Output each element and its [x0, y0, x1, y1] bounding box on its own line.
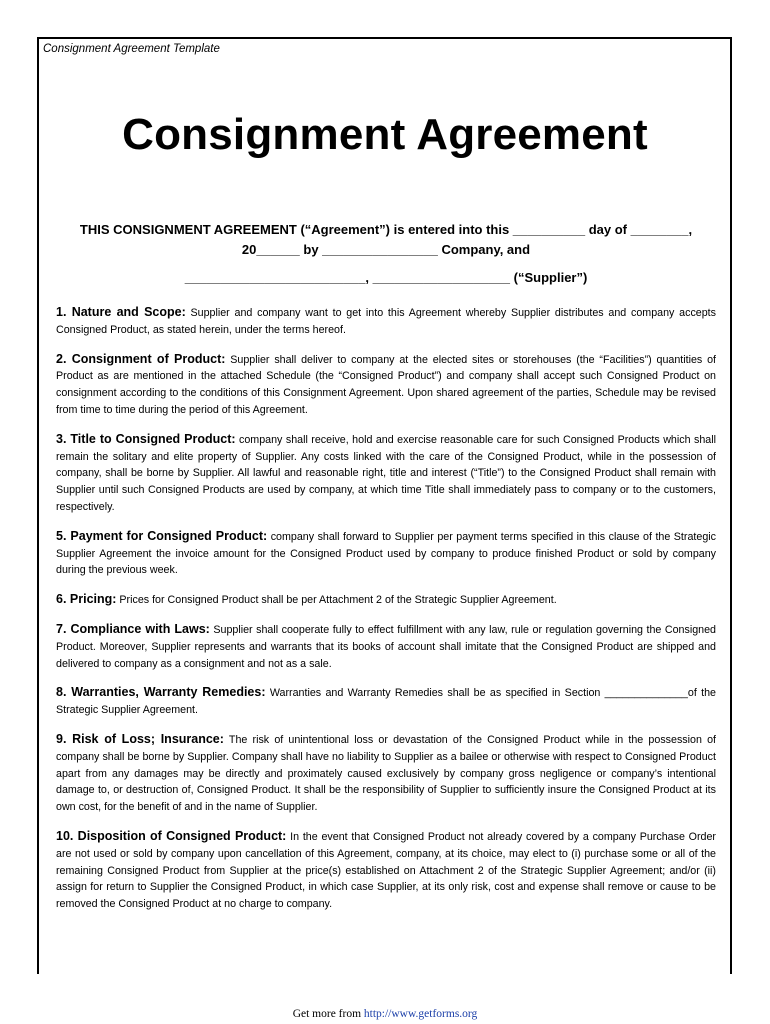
- section-heading: 2. Consignment of Product:: [56, 351, 226, 366]
- footer-prefix: Get more from: [292, 1008, 364, 1020]
- section-text: company shall receive, hold and exercise reasonable care for such Consigned Products which shall remain the solitary and elite property of Supplier. Any costs linked with the care of the Consigned Product, while in the possession of company, shall be borne by Supplier. All lawful and reasonable right, title and interest (“Title”) to the Consigned Product shall remain with Supplier until such Consigned Products are used by company, at which time Title shall immediately pass to company or to the customers, respectively.: [56, 433, 716, 513]
- intro-line-1: THIS CONSIGNMENT AGREEMENT (“Agreement”) is entered into this __________ day of ________,: [79, 222, 693, 237]
- section-pricing: [56, 591, 716, 609]
- document-title: Consignment Agreement: [122, 110, 648, 159]
- section-heading: 6. Pricing:: [56, 592, 117, 607]
- section-heading: 5. Payment for Consigned Product:: [56, 528, 268, 543]
- section-text: The risk of unintentional loss or devastation of the Consigned Product while in the possession of company shall be borne by Supplier. Company shall have no liability to Supplier as a bailee or otherwise with respect to Consigned Product apart from any damages may be directly and proximately caused exclusively by company gross negligence or company’s intentional damage to, or destruction of, Consigned Product. It shall be the responsibility of Supplier to sufficiently insure the Consigned Product at its own cost, for the benefit of and in the name of Supplier.: [56, 733, 716, 814]
- section-text: Supplier shall deliver to company at the elected sites or storehouses (the “Facilities”) quantities of Product as are mentioned in the attached Schedule (the “Consigned Product”) and company shall accept such Consigned Product on consignment according to the conditions of this Consignment Agreement. Upon shared agreement of the parties, Schedule may be revised from time to time during the period of this Agreement.: [56, 353, 716, 416]
- section-risk-insurance: [56, 731, 716, 816]
- section-heading: 7. Compliance with Laws:: [56, 621, 210, 636]
- footer: [0, 1008, 770, 1020]
- section-warranties: [56, 684, 716, 719]
- intro-line-2: 20______ by ________________ Company, and: [241, 242, 531, 257]
- intro-line-3: _________________________, ___________________ (“Supplier”): [184, 270, 588, 285]
- section-text: In the event that Consigned Product not already covered by a company Purchase Order are not used or sold by company upon cancellation of this Agreement, company, at its choice, may elect to (i) purchase some or all of the remaining Consigned Product from Supplier at the price(s) established on Attachment 2 of the Strategic Supplier Agreement; and/or (ii) assign for return to Supplier the Consigned Product, in which case Supplier, at its only risk, cost and expense shall remove or cause to be removed the Consigned Product at no charge to company.: [56, 830, 716, 911]
- section-heading: 3. Title to Consigned Product:: [56, 431, 236, 446]
- section-heading: 1. Nature and Scope:: [56, 305, 186, 319]
- section-title-consigned-product: [56, 431, 716, 516]
- section-heading: 8. Warranties, Warranty Remedies:: [56, 685, 266, 700]
- section-text: Supplier and company want to get into this Agreement whereby Supplier distributes and company accepts Consigned Product, as stated herein, under the terms hereof.: [56, 307, 716, 336]
- template-label: Consignment Agreement Template: [43, 43, 220, 55]
- section-heading: 10. Disposition of Consigned Product:: [56, 828, 287, 843]
- section-consignment-product: [56, 351, 716, 419]
- agreement-sections: [56, 304, 716, 925]
- section-text: Supplier shall cooperate fully to effect fulfillment with any law, rule or regulation governing the Consigned Product. Moreover, Supplier represents and warrants that its books of account shall imitate that the Consigned Product are shipped and delivered to company as a consignment and not as a sale.: [56, 623, 716, 670]
- section-disposition: [56, 828, 716, 913]
- section-nature-scope: [56, 304, 716, 339]
- section-heading: 9. Risk of Loss; Insurance:: [56, 731, 224, 746]
- footer-link[interactable]: http://www.getforms.org: [363, 1008, 478, 1020]
- section-text: Prices for Consigned Product shall be per Attachment 2 of the Strategic Supplier Agreement.: [119, 594, 557, 607]
- section-compliance: [56, 621, 716, 672]
- section-text: Warranties and Warranty Remedies shall be as specified in Section ______________of the Strategic Supplier Agreement.: [56, 687, 716, 717]
- section-text: company shall forward to Supplier per payment terms specified in this clause of the Strategic Supplier Agreement the invoice amount for the Consigned Product used by company to produce finished Product or sold by company during the previous week.: [56, 530, 716, 577]
- section-payment: [56, 528, 716, 579]
- intro-paragraph: [56, 220, 716, 260]
